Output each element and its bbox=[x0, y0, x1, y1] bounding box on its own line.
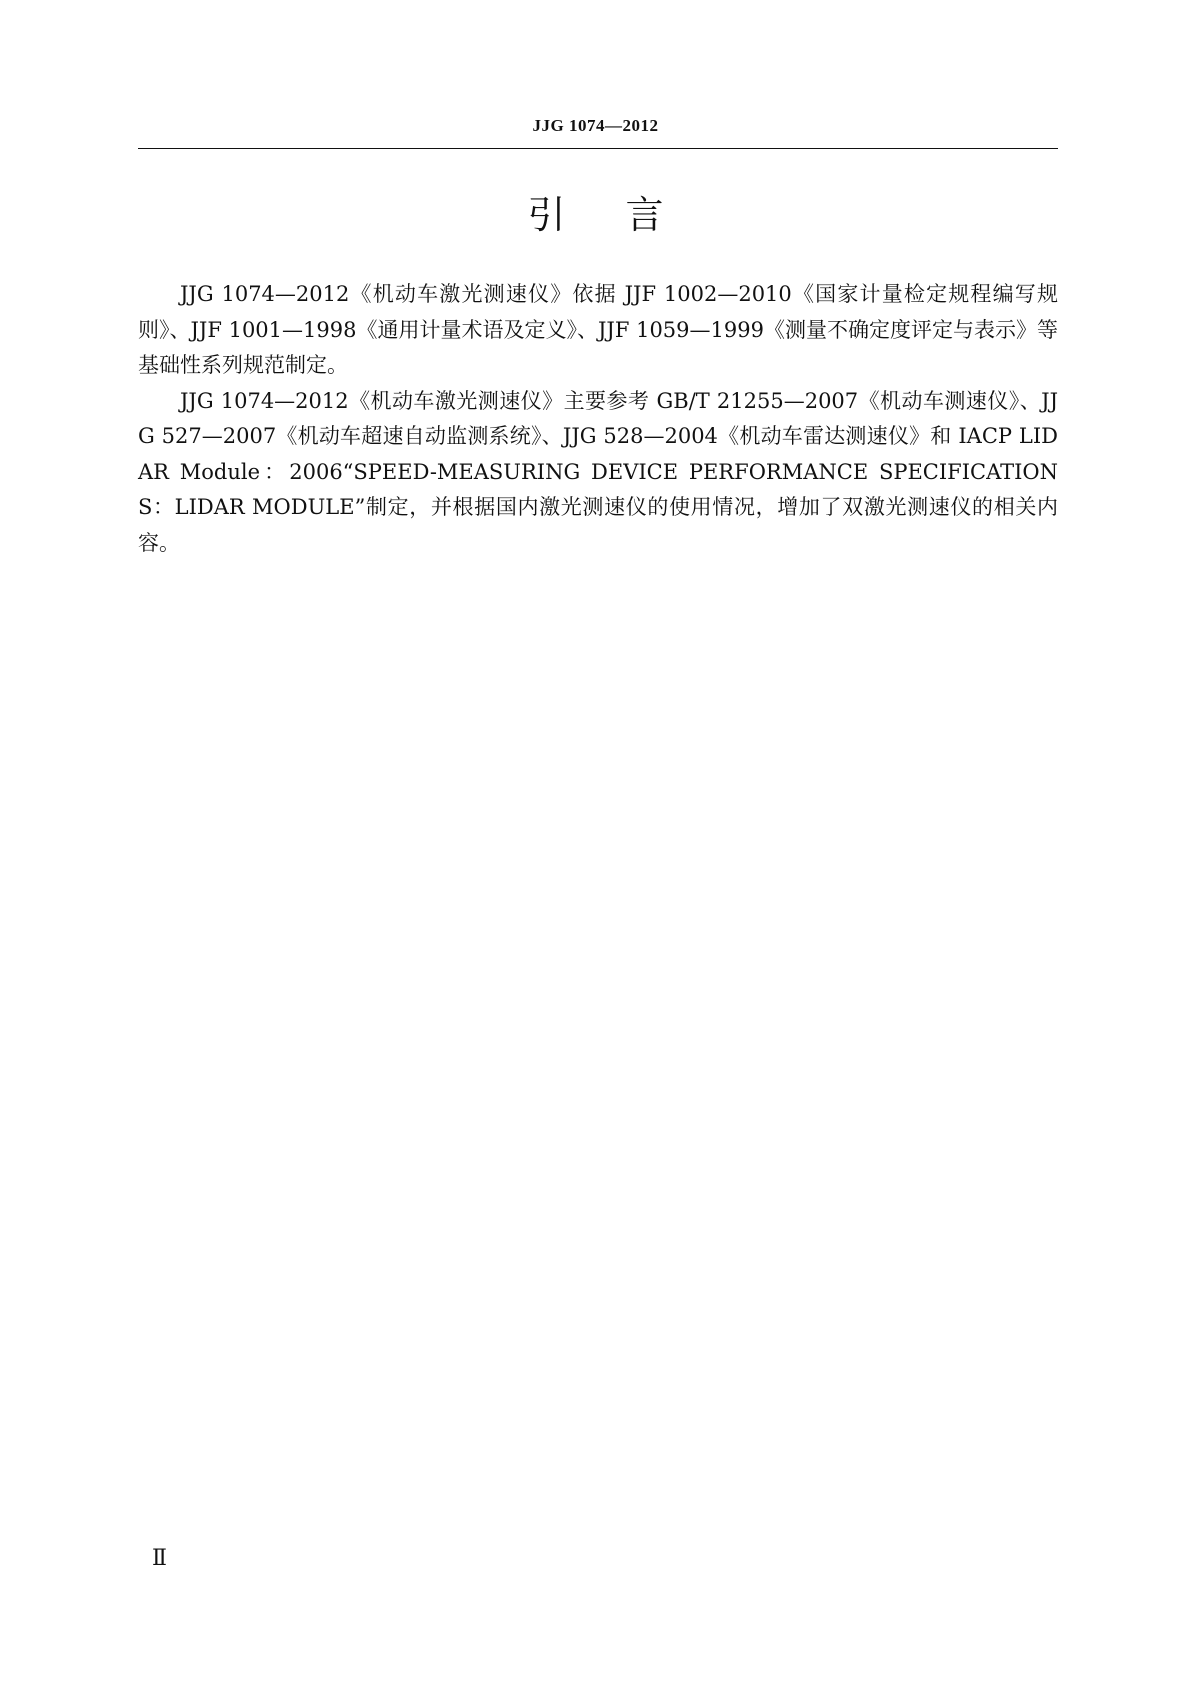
body-text bbox=[138, 277, 1058, 561]
page-number: Ⅱ bbox=[152, 1545, 167, 1570]
header-rule bbox=[138, 148, 1058, 149]
running-header: JJG 1074—2012 bbox=[532, 116, 659, 135]
paragraph-2: JJG 1074—2012《机动车激光测速仪》主要参考 GB/T 21255—2007《机动车测速仪》、JJG 527—2007《机动车超速自动监测系统》、JJG 528—2004《机动车雷达测速仪》和 IACP LIDAR Module：2006“SPEED-MEASURING DEVICE PERFORMANCE SPECIFICATIONS：LIDAR MODULE”制定，并根据国内激光测速仪的使用情况，增加了双激光测速仪的相关内容。 bbox=[138, 388, 1058, 555]
paragraph-1: JJG 1074—2012《机动车激光测速仪》依据 JJF 1002—2010《国家计量检定规程编写规则》、JJF 1001—1998《通用计量术语及定义》、JJF 1059—1999《测量不确定度评定与表示》等基础性系列规范制定。 bbox=[138, 282, 1058, 377]
section-title: 引言 bbox=[527, 193, 724, 237]
